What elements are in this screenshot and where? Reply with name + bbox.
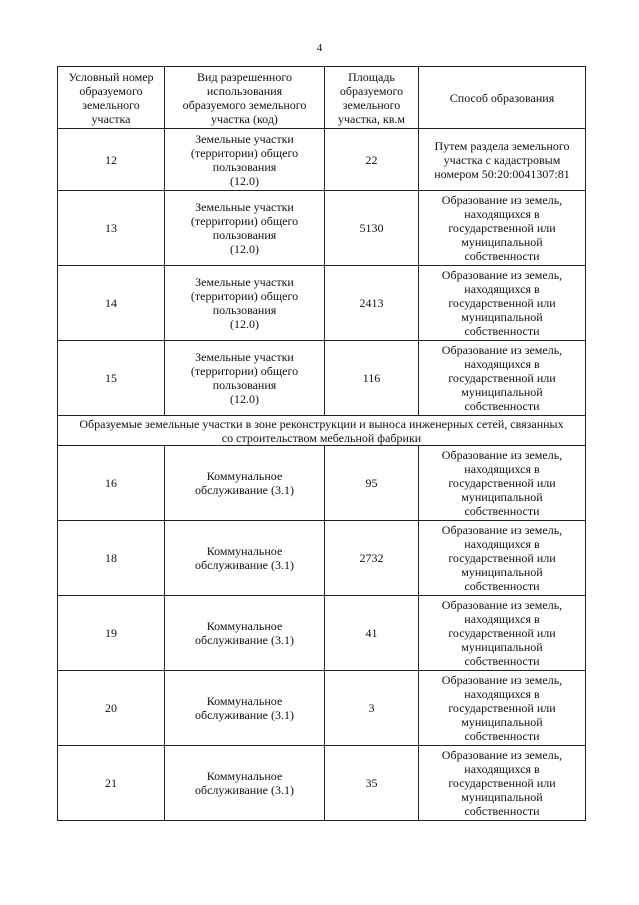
header-formation-method: Способ образования bbox=[419, 67, 586, 129]
table-row bbox=[58, 671, 586, 746]
table-header-row bbox=[58, 67, 586, 129]
permitted-use-cell: Коммунальное обслуживание (3.1) bbox=[165, 446, 325, 521]
plot-number-cell: 20 bbox=[58, 671, 165, 746]
area-cell: 3 bbox=[325, 671, 419, 746]
area-cell: 2413 bbox=[325, 266, 419, 341]
formation-method-cell: Образование из земель, находящихся в государственной или муниципальной собственности bbox=[419, 266, 586, 341]
header-area: Площадь образуемого земельного участка, кв.м bbox=[325, 67, 419, 129]
plot-number-cell: 21 bbox=[58, 746, 165, 821]
area-cell: 35 bbox=[325, 746, 419, 821]
formation-method-cell: Образование из земель, находящихся в государственной или муниципальной собственности bbox=[419, 521, 586, 596]
area-cell: 2732 bbox=[325, 521, 419, 596]
table-row bbox=[58, 129, 586, 191]
table-row bbox=[58, 266, 586, 341]
formation-method-cell: Образование из земель, находящихся в государственной или муниципальной собственности bbox=[419, 341, 586, 416]
plot-number-cell: 12 bbox=[58, 129, 165, 191]
formation-method-cell: Образование из земель, находящихся в государственной или муниципальной собственности bbox=[419, 191, 586, 266]
plot-number-cell: 18 bbox=[58, 521, 165, 596]
table-row bbox=[58, 521, 586, 596]
section-title: Образуемые земельные участки в зоне реконструкции и выноса инженерных сетей, связанных со строительством мебельной фабрики bbox=[58, 416, 586, 446]
plot-number-cell: 16 bbox=[58, 446, 165, 521]
table-row bbox=[58, 341, 586, 416]
plot-number-cell: 14 bbox=[58, 266, 165, 341]
permitted-use-cell: Земельные участки (территории) общего пользования (12.0) bbox=[165, 341, 325, 416]
formation-method-cell: Образование из земель, находящихся в государственной или муниципальной собственности bbox=[419, 746, 586, 821]
area-cell: 95 bbox=[325, 446, 419, 521]
permitted-use-cell: Земельные участки (территории) общего пользования (12.0) bbox=[165, 129, 325, 191]
area-cell: 41 bbox=[325, 596, 419, 671]
permitted-use-cell: Земельные участки (территории) общего пользования (12.0) bbox=[165, 191, 325, 266]
area-cell: 5130 bbox=[325, 191, 419, 266]
section-title-row bbox=[58, 416, 586, 446]
table-row bbox=[58, 191, 586, 266]
area-cell: 116 bbox=[325, 341, 419, 416]
header-permitted-use: Вид разрешенного использования образуемого земельного участка (код) bbox=[165, 67, 325, 129]
permitted-use-cell: Коммунальное обслуживание (3.1) bbox=[165, 521, 325, 596]
permitted-use-cell: Земельные участки (территории) общего пользования (12.0) bbox=[165, 266, 325, 341]
formation-method-cell: Путем раздела земельного участка с кадастровым номером 50:20:0041307:81 bbox=[419, 129, 586, 191]
land-plots-table bbox=[57, 66, 586, 821]
plot-number-cell: 15 bbox=[58, 341, 165, 416]
page-number: 4 bbox=[316, 42, 323, 54]
table-row bbox=[58, 596, 586, 671]
area-cell: 22 bbox=[325, 129, 419, 191]
permitted-use-cell: Коммунальное обслуживание (3.1) bbox=[165, 671, 325, 746]
formation-method-cell: Образование из земель, находящихся в государственной или муниципальной собственности bbox=[419, 596, 586, 671]
formation-method-cell: Образование из земель, находящихся в государственной или муниципальной собственности bbox=[419, 671, 586, 746]
permitted-use-cell: Коммунальное обслуживание (3.1) bbox=[165, 746, 325, 821]
header-plot-number: Условный номер образуемого земельного участка bbox=[58, 67, 165, 129]
formation-method-cell: Образование из земель, находящихся в государственной или муниципальной собственности bbox=[419, 446, 586, 521]
plot-number-cell: 19 bbox=[58, 596, 165, 671]
permitted-use-cell: Коммунальное обслуживание (3.1) bbox=[165, 596, 325, 671]
table-row bbox=[58, 446, 586, 521]
table-row bbox=[58, 746, 586, 821]
plot-number-cell: 13 bbox=[58, 191, 165, 266]
